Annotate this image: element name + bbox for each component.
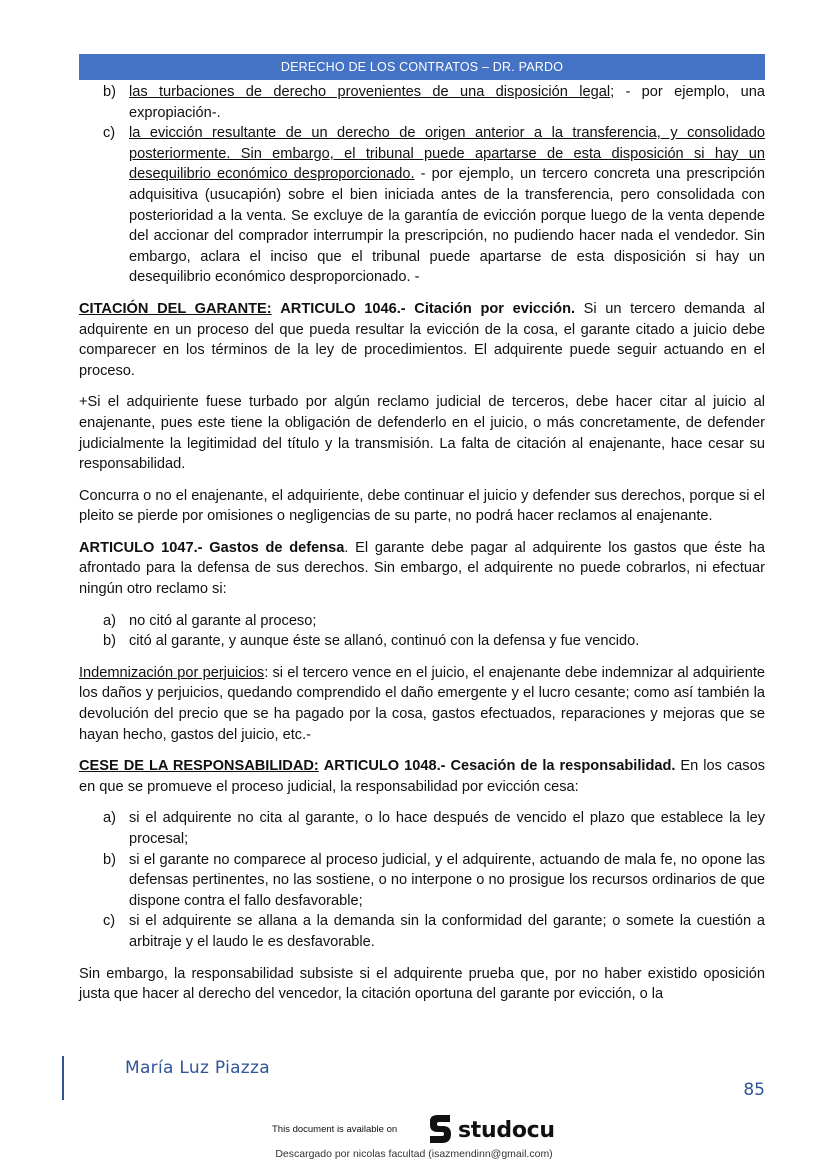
list-text: citó al garante, y aunque éste se allanó, continuó con la defensa y fue vencido. <box>129 633 640 650</box>
list-text: si el adquirente se allana a la demanda sin la conformidad del garante; o somete la cuestión a arbitraje y el laudo le es desfavorable. <box>129 913 765 950</box>
list-text <box>129 82 765 123</box>
citacion-text: Si un tercero demanda al adquirente en un proceso del que pueda resultar la evicción de la cosa, el garante citado a juicio debe comparecer en los términos de la ley de procedimientos. El adquirente puede seguir actuando en el proceso. <box>79 300 766 379</box>
list-text: si el adquirente no cita al garante, o lo hace después de vencido el plazo que establece la ley procesal; <box>129 810 765 847</box>
list-item <box>79 631 765 652</box>
list-marker: c) <box>103 913 116 930</box>
underlined-text: las turbaciones de derecho provenientes de una disposición legal <box>129 84 611 100</box>
article-1047-text: . El garante debe pagar al adquirente los gastos que éste ha afrontado para la defensa de sus derechos. Sin embargo, el adquirente no puede cobrarlos, ni efectuar ningún otro reclamo si: <box>79 539 765 598</box>
cese-list <box>79 808 765 952</box>
list-marker: a) <box>103 810 116 827</box>
studocu-wordmark: studocu <box>458 1117 555 1143</box>
list-item <box>79 850 765 912</box>
list-marker: b) <box>103 633 116 650</box>
indemnizacion-paragraph <box>79 663 765 745</box>
cese-text: En los casos en que se promueve el proceso judicial, la responsabilidad por evicción cesa: <box>79 758 765 795</box>
list-item <box>79 123 765 288</box>
concurra-paragraph: Concurra o no el enajenante, el adquiriente, debe continuar el juicio y defender sus derechos, porque si el pleito se pierde por omisiones o negligencias de su parte, no podrá hacer reclamos al enajenante. <box>79 487 765 525</box>
citacion-paragraph <box>79 299 765 381</box>
list-text: si el garante no comparece al proceso judicial, y el adquirente, actuando de mala fe, no opone las defensas pertinentes, no las sostiene, o no interpone o no prosigue los recursos ordinarios de que dispone contra el fallo desfavorable; <box>129 851 765 909</box>
document-body <box>79 82 765 1016</box>
page-number: 85 <box>743 1080 765 1100</box>
list-item <box>79 911 765 952</box>
cese-heading: CESE DE LA RESPONSABILIDAD: <box>79 758 319 775</box>
plus-paragraph: +Si el adquiriente fuese turbado por algún reclamo judicial de terceros, debe hacer citar al juicio al enajenante, pues este tiene la obligación de defenderlo en el juicio, o más concretamente, de defender judicialmente la legitimidad del título y la transmisión. La falta de citación al enajenante, hace cesar su responsabilidad. <box>79 394 765 473</box>
availability-note: This document is available on <box>272 1124 398 1135</box>
list-item <box>79 808 765 849</box>
list-rest-text: ; - por ejemplo, una expropiación-. <box>129 84 765 121</box>
list-marker: b) <box>103 84 116 100</box>
indemnizacion-text: : si el tercero vence en el juicio, el enajenante debe indemnizar al adquiriente los daños y perjuicios, quedando comprendido el daño emergente y el lucro cesante; como así también la devolución del precio que se ha pagado por la cosa, gastos efectuados, reparaciones y mejoras que se hayan hecho, gastos del juicio, etc.- <box>79 664 765 743</box>
top-list <box>79 82 765 288</box>
header-title: DERECHO DE LOS CONTRATOS – DR. PARDO <box>280 60 564 74</box>
studocu-logo-link[interactable] <box>424 1112 555 1148</box>
article-1047-title: ARTICULO 1047.- Gastos de defensa <box>79 539 345 556</box>
article-1046-title: ARTICULO 1046.- Citación por evicción. <box>280 300 576 317</box>
studocu-logo-icon <box>424 1113 456 1147</box>
citacion-heading: CITACIÓN DEL GARANTE: <box>79 300 272 317</box>
download-note: Descargado por nicolas facultad (isazmendinn@gmail.com) <box>275 1148 553 1160</box>
list-text: no citó al garante al proceso; <box>129 612 317 629</box>
list-item <box>79 82 765 123</box>
page-header <box>79 54 765 80</box>
list-marker: c) <box>103 125 116 142</box>
footer-divider <box>62 1056 64 1100</box>
cese-paragraph <box>79 756 765 797</box>
article-1047-paragraph <box>79 538 765 600</box>
underlined-text: la evicción resultante de un derecho de origen anterior a la transferencia, y consolidado posteriormente. Sin embargo, el tribunal puede apartarse de esta disposición si hay un desequilibrio económico desproporcionado. <box>129 125 765 183</box>
indemnizacion-heading: Indemnización por perjuicios <box>79 664 265 681</box>
list-marker: b) <box>103 851 116 868</box>
sin-embargo-paragraph: Sin embargo, la responsabilidad subsiste si el adquirente prueba que, por no haber existido oposición justa que hacer al derecho del vencedor, la citación oportuna del garante por evicción, o la <box>79 965 765 1003</box>
list-marker: a) <box>103 612 116 629</box>
author-name: María Luz Piazza <box>125 1058 270 1078</box>
article-1047-list <box>79 611 765 652</box>
list-text <box>129 123 765 288</box>
list-rest-text: - por ejemplo, un tercero concreta una prescripción adquisitiva (usucapión) sobre el bien iniciada antes de la transferencia, pero consolidada con posterioridad a la venta. Se excluye de la garantía de evicción porque luego de la venta depende del accionar del comprador interrumpir la prescripción, no pudiendo hacer nada el vendedor. Sin embargo, aclara el inciso que el tribunal puede apartarse de esta disposición si hay un desequilibrio económico desproporcionado. - <box>129 166 766 286</box>
list-item <box>79 611 765 632</box>
article-1048-title: ARTICULO 1048.- Cesación de la responsabilidad. <box>323 758 676 775</box>
